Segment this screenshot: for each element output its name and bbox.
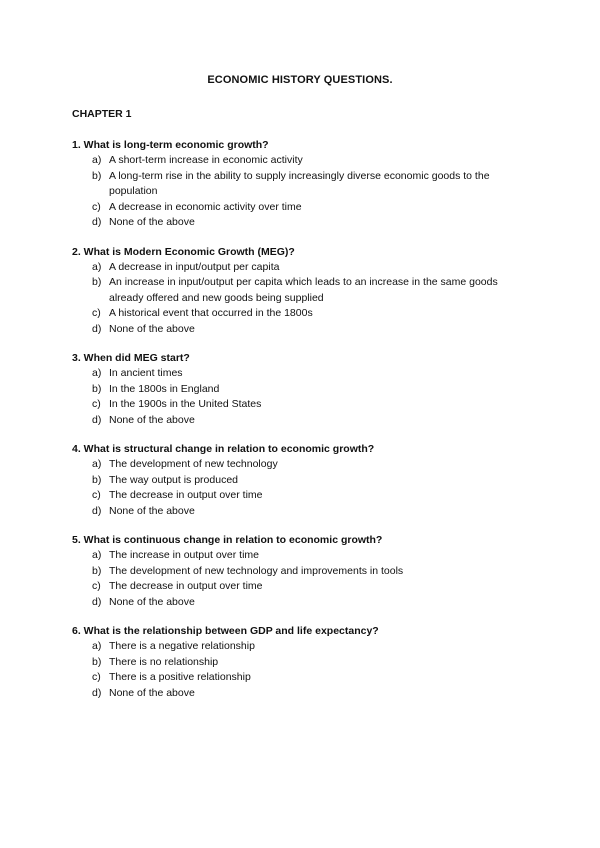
option-text: In the 1900s in the United States [109,398,262,410]
option-text: None of the above [109,322,195,335]
chapter-heading: CHAPTER 1 [72,108,132,120]
option-text: A long-term rise in the ability to supply increasingly diverse economic goods to the population [109,169,490,197]
option-letter: d) [92,216,102,228]
option-text: None of the above [109,504,195,517]
question-text: 3. When did MEG start? [72,352,190,364]
option-text: An increase in input/output per capita which leads to an increase in the same goods already offered and new goods being supplied [109,276,498,304]
option-c [92,488,532,504]
option-letter: c) [92,489,101,501]
question-1 [72,138,532,231]
option-text: The development of new technology [109,458,278,470]
question-list [72,138,532,715]
question-2 [72,245,532,338]
option-d [92,215,532,231]
option-letter: b) [92,564,102,577]
option-a [92,260,532,276]
option-letter: c) [92,200,101,213]
option-list [72,639,532,701]
option-letter: a) [92,549,102,561]
option-list [72,457,532,519]
option-list [72,260,532,338]
option-text: A decrease in input/output per capita [109,260,280,273]
option-d [92,686,532,702]
option-d [92,413,532,429]
option-b [92,169,532,200]
option-a [92,153,532,169]
option-text: None of the above [109,686,195,699]
option-a [92,457,532,473]
option-letter: a) [92,640,102,652]
option-d [92,504,532,520]
option-c [92,306,532,322]
option-letter: b) [92,276,102,288]
option-c [92,670,532,686]
question-text: 4. What is structural change in relation to economic growth? [72,443,375,455]
option-letter: b) [92,382,102,395]
option-text: There is no relationship [109,655,219,668]
option-letter: d) [92,686,102,699]
option-letter: d) [92,504,102,517]
option-b [92,382,532,398]
option-text: In ancient times [109,367,183,379]
option-text: There is a positive relationship [109,671,251,683]
question-6 [72,624,532,701]
option-letter: c) [92,398,101,410]
option-letter: d) [92,413,102,426]
option-text: A historical event that occurred in the 1800s [109,307,313,319]
option-text: In the 1800s in England [109,382,220,395]
option-letter: a) [92,260,102,273]
question-5 [72,533,532,610]
question-3 [72,351,532,428]
option-c [92,200,532,216]
option-letter: d) [92,595,102,608]
option-list [72,548,532,610]
option-text: None of the above [109,216,195,228]
option-text: None of the above [109,595,195,608]
option-letter: b) [92,655,102,668]
option-text: The decrease in output over time [109,489,263,501]
option-b [92,275,532,306]
option-letter: a) [92,367,102,379]
option-a [92,639,532,655]
question-text: 1. What is long-term economic growth? [72,139,269,151]
option-letter: a) [92,458,102,470]
option-b [92,564,532,580]
option-text: None of the above [109,413,195,426]
option-b [92,655,532,671]
option-list [72,153,532,231]
option-letter: c) [92,580,101,592]
option-text: A short-term increase in economic activity [109,154,303,166]
option-text: The increase in output over time [109,549,259,561]
option-c [92,397,532,413]
option-text: The decrease in output over time [109,580,263,592]
option-a [92,548,532,564]
option-text: A decrease in economic activity over time [109,200,302,213]
option-a [92,366,532,382]
question-text: 6. What is the relationship between GDP and life expectancy? [72,625,379,637]
option-text: The way output is produced [109,473,238,486]
option-text: There is a negative relationship [109,640,255,652]
document-title: ECONOMIC HISTORY QUESTIONS. [207,74,393,86]
question-text: 2. What is Modern Economic Growth (MEG)? [72,245,295,258]
option-letter: b) [92,473,102,486]
question-4 [72,442,532,519]
option-d [92,322,532,338]
question-text: 5. What is continuous change in relation to economic growth? [72,534,383,546]
option-text: The development of new technology and improvements in tools [109,564,404,577]
option-letter: c) [92,671,101,683]
option-letter: b) [92,169,102,182]
option-letter: d) [92,322,102,335]
option-list [72,366,532,428]
option-c [92,579,532,595]
option-letter: a) [92,154,102,166]
option-letter: c) [92,307,101,319]
option-d [92,595,532,611]
option-b [92,473,532,489]
